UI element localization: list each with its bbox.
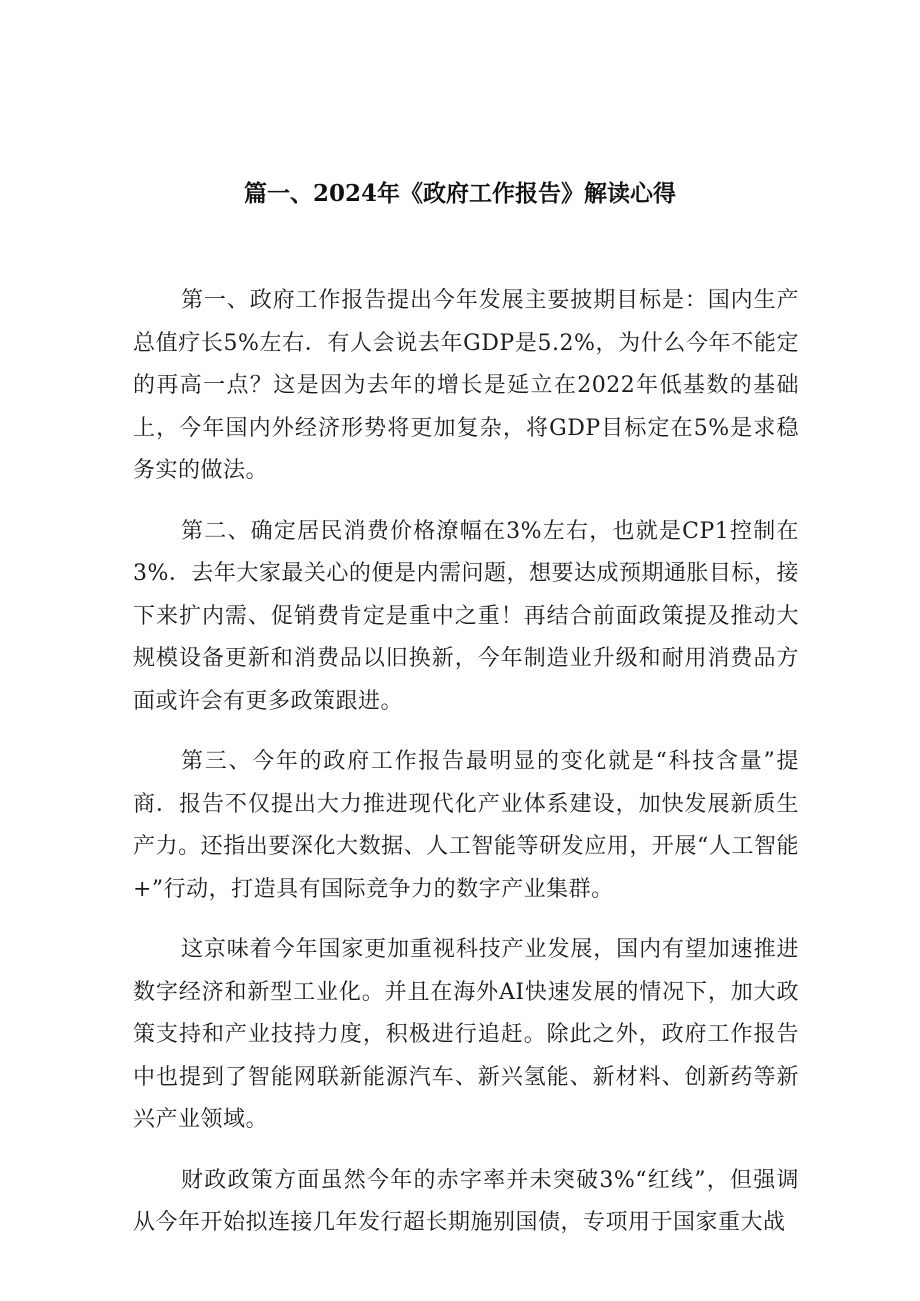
paragraph-1: 第一、政府工作报告提出今年发展主要披期目标是：国内生产总值疗长5%左右．有人会说去年GDP是5.2%，为什么今年不能定的再高一点？这是因为去年的增长是延立在2022年低基数的基础上，今年国内外经济形势将更加复杂，将GDP目标定在5%是求稳务实的做法。 <box>133 288 799 483</box>
paragraph-2: 第二、确定居民消费价格潦幅在3%左右，也就是CP1控制在3%．去年大家最关心的便是内需问题，想要达成预期通胀目标，接下来扩内需、促销费肯定是重中之重！再结合前面政策提及推动大规模设备更新和消费品以旧换新，今年制造业升级和耐用消费品方面或许会有更多政策跟进。 <box>133 518 799 714</box>
document-title: 篇一、2024年《政府工作报告》解读心得 <box>243 180 676 207</box>
paragraph-3: 第三、今年的政府工作报告最明显的变化就是“科技含量”提商．报告不仅提出大力推进现代化产业体系建设，加快发展新质生产力。还指出要深化大数据、人工智能等研发应用，开展“人工智能+”行动，打造具有国际竞争力的数字产业集群。 <box>133 749 799 902</box>
paragraph-4: 这京味着今年国家更加重视科技产业发展，国内有望加速推进数字经济和新型工业化。并且在海外AI快速发展的情况下，加大政策支持和产业技持力度，积极进行追赶。除此之外，政府工作报告中也提到了智能网联新能源汽车、新兴氢能、新材料、创新药等新兴产业领域。 <box>133 937 799 1132</box>
document-body <box>133 280 799 1263</box>
paragraph-5: 财政政策方面虽然今年的赤字率并未突破3%“红线”，但强调从今年开始拟连接几年发行超长期施别国债，专项用于国家重大战 <box>133 1167 799 1235</box>
